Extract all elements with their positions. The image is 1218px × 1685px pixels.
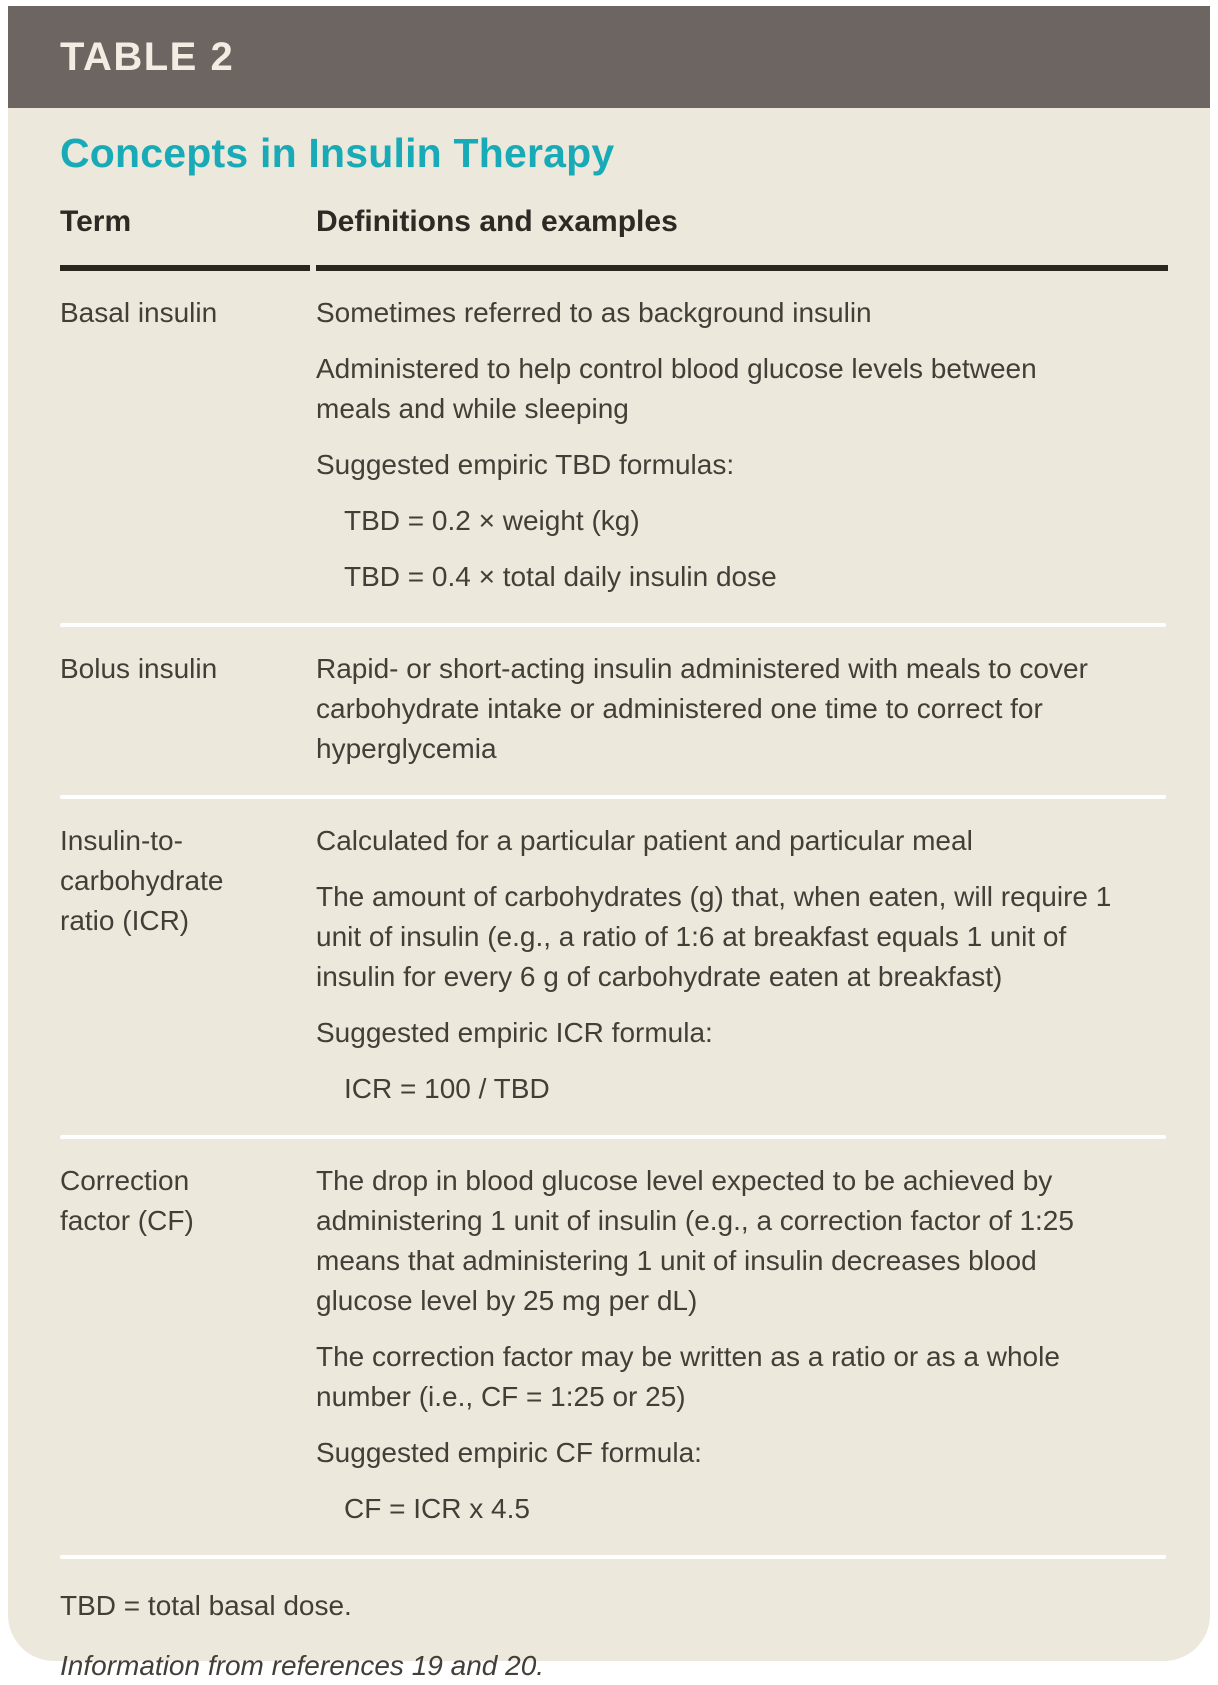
definition-paragraph: Rapid- or short-acting insulin administered with meals to cover carbohydrate intake or administered one time to correct for hyperglycemia	[316, 653, 1088, 764]
column-header-term: Term	[60, 205, 310, 271]
column-header-definitions: Definitions and examples	[316, 205, 1168, 271]
table-body	[8, 108, 1210, 1685]
definitions-cell	[316, 649, 1168, 769]
table-row-correction-factor	[60, 1139, 1168, 1555]
column-header-row	[60, 205, 1168, 271]
table-row-bolus-insulin	[60, 627, 1168, 795]
definition-paragraph: Calculated for a particular patient and particular meal	[316, 825, 973, 856]
definition-paragraph: Sometimes referred to as background insulin	[316, 297, 872, 328]
footnotes	[60, 1559, 1168, 1685]
term-cell: Correction factor (CF)	[60, 1165, 194, 1236]
formula-line: CF = ICR x 4.5	[344, 1493, 530, 1524]
table-card	[8, 6, 1210, 1681]
definitions-cell	[316, 821, 1168, 1109]
definition-paragraph: Suggested empiric TBD formulas:	[316, 449, 735, 480]
formula-line: TBD = 0.4 × total daily insulin dose	[344, 561, 777, 592]
footnote-abbreviation: TBD = total basal dose.	[60, 1590, 352, 1621]
table-header-bar	[8, 6, 1210, 108]
definition-paragraph: The correction factor may be written as a ratio or as a whole number (i.e., CF = 1:25 or 25)	[316, 1341, 1060, 1412]
definition-paragraph: The drop in blood glucose level expected to be achieved by administering 1 unit of insulin (e.g., a correction factor of 1:25 means that administering 1 unit of insulin decreases blood glucose level by 25 mg per dL)	[316, 1165, 1074, 1316]
definition-paragraph: Suggested empiric ICR formula:	[316, 1017, 713, 1048]
table-number-label: TABLE 2	[60, 34, 235, 79]
definition-paragraph: Suggested empiric CF formula:	[316, 1437, 702, 1468]
term-cell: Bolus insulin	[60, 653, 218, 684]
definitions-cell	[316, 1161, 1168, 1529]
formula-line: TBD = 0.2 × weight (kg)	[344, 505, 640, 536]
formula-line: ICR = 100 / TBD	[344, 1073, 550, 1104]
term-cell: Basal insulin	[60, 297, 218, 328]
table-row-icr	[60, 799, 1168, 1135]
footnote-source: Information from references 19 and 20.	[60, 1650, 545, 1681]
definition-paragraph: The amount of carbohydrates (g) that, when eaten, will require 1 unit of insulin (e.g., a ratio of 1:6 at breakfast equals 1 unit of insulin for every 6 g of carbohydrate eaten at breakfast)	[316, 881, 1112, 992]
table-row-basal-insulin	[60, 271, 1168, 623]
term-cell: Insulin-to-carbohydrate ratio (ICR)	[60, 825, 224, 936]
definition-paragraph: Administered to help control blood glucose levels between meals and while sleeping	[316, 353, 1037, 424]
table-title: Concepts in Insulin Therapy	[60, 130, 615, 176]
definitions-cell	[316, 293, 1168, 597]
